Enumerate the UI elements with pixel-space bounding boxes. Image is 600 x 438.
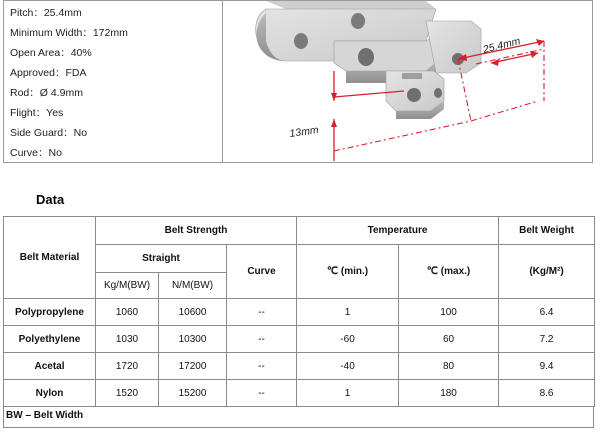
row-weight: 6.4 [499, 299, 595, 326]
row-nm: 15200 [159, 380, 227, 407]
footnote-text: BW – Belt Width [6, 410, 84, 421]
table-row [4, 380, 595, 407]
row-kg: 1030 [96, 326, 159, 353]
header-nm-bw: N/M(BW) [159, 273, 227, 299]
row-curve: -- [227, 380, 297, 407]
row-curve: -- [227, 326, 297, 353]
row-temp-max: 180 [399, 380, 499, 407]
header-belt-material: Belt Material [4, 217, 96, 299]
spec-panel [3, 0, 593, 163]
spec-side-guard: Side Guard：No [10, 127, 88, 139]
row-temp-min: -60 [297, 326, 399, 353]
row-temp-min: 1 [297, 299, 399, 326]
spec-min-width: Minimum Width：172mm [10, 27, 128, 39]
table-row [4, 326, 595, 353]
row-temp-max: 60 [399, 326, 499, 353]
module-body [256, 1, 481, 119]
spec-list [10, 3, 128, 163]
row-temp-max: 80 [399, 353, 499, 380]
row-kg: 1060 [96, 299, 159, 326]
table-row [4, 353, 595, 380]
row-temp-min: -40 [297, 353, 399, 380]
spec-divider [222, 1, 223, 162]
header-kg-bw: Kg/M(BW) [96, 273, 159, 299]
spec-flight: Flight：Yes [10, 107, 64, 119]
header-temp-max: ℃ (max.) [399, 245, 499, 299]
row-curve: -- [227, 353, 297, 380]
row-temp-max: 100 [399, 299, 499, 326]
row-material: Acetal [4, 353, 96, 380]
row-material: Polypropylene [4, 299, 96, 326]
spec-rod: Rod：Ø 4.9mm [10, 87, 83, 99]
spec-approved: Approved：FDA [10, 67, 87, 79]
height-dimension-label: 13mm [288, 124, 320, 140]
pitch-dimension-label: 25.4mm [481, 35, 522, 56]
row-temp-min: 1 [297, 380, 399, 407]
footnote [3, 406, 594, 428]
table-row [4, 299, 595, 326]
header-belt-strength: Belt Strength [96, 217, 297, 245]
row-weight: 8.6 [499, 380, 595, 407]
section-title: Data [36, 192, 65, 207]
row-material: Nylon [4, 380, 96, 407]
spec-curve: Curve：No [10, 147, 62, 159]
belt-module-drawing [226, 1, 594, 162]
row-kg: 1720 [96, 353, 159, 380]
row-kg: 1520 [96, 380, 159, 407]
row-nm: 10600 [159, 299, 227, 326]
header-temp-min: ℃ (min.) [297, 245, 399, 299]
belt-data-table [3, 216, 595, 407]
header-straight: Straight [96, 245, 227, 273]
row-weight: 7.2 [499, 326, 595, 353]
header-curve: Curve [227, 245, 297, 299]
spec-pitch: Pitch：25.4mm [10, 7, 82, 19]
row-weight: 9.4 [499, 353, 595, 380]
header-belt-weight: Belt Weight [499, 217, 595, 245]
row-nm: 10300 [159, 326, 227, 353]
header-weight-unit: (Kg/M²) [499, 245, 595, 299]
row-material: Polyethylene [4, 326, 96, 353]
row-nm: 17200 [159, 353, 227, 380]
header-temperature: Temperature [297, 217, 499, 245]
spec-open-area: Open Area：40% [10, 47, 92, 59]
row-curve: -- [227, 299, 297, 326]
